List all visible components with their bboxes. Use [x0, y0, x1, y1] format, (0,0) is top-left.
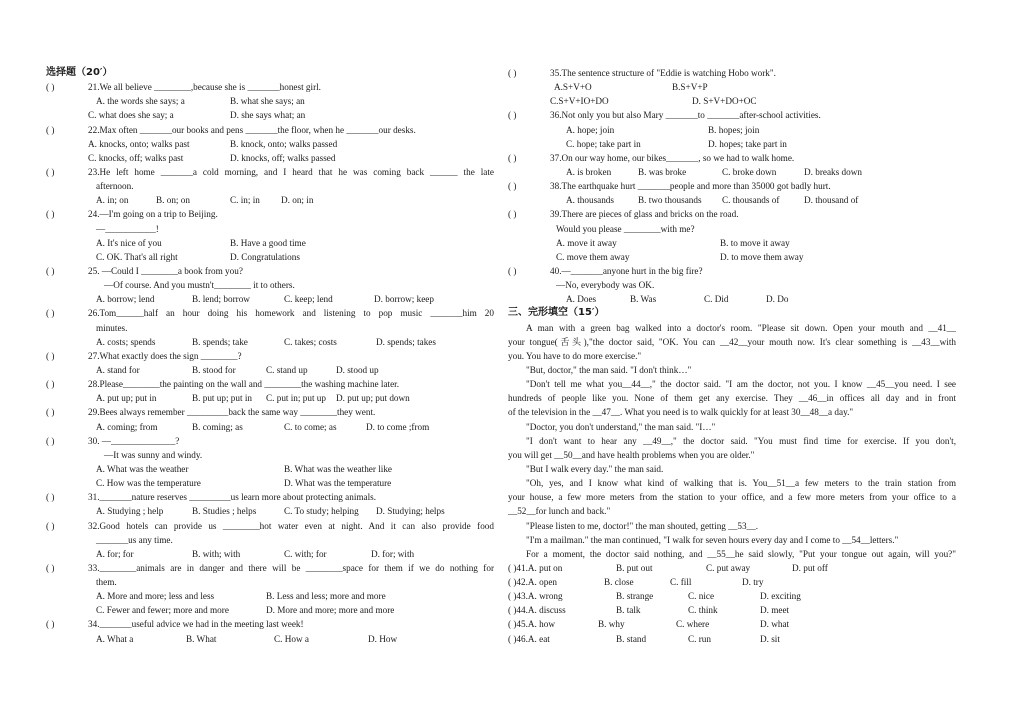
option-a: A. What was the weather	[96, 463, 189, 474]
option-b: B. with; with	[192, 548, 241, 559]
passage-line	[508, 547, 956, 561]
options-line	[508, 617, 956, 631]
option-d: D. to come ;from	[366, 421, 430, 432]
option-a: A.S+V+O	[554, 82, 592, 93]
option-a: A. move it away	[556, 237, 617, 248]
option-b: B. Have a good time	[230, 237, 306, 248]
option-c: C. To study; helping	[284, 506, 359, 517]
question-text: 23.He left home _______a cold morning, and I heard that he was coming back ______ the late	[88, 166, 494, 177]
answer-bracket: ( )	[508, 110, 517, 121]
passage-line	[508, 490, 956, 504]
passage-line	[508, 391, 956, 405]
option-c: C. fill	[670, 577, 692, 588]
text-line: —It was sunny and windy.	[104, 449, 203, 460]
option-a: ( )44.A. discuss	[508, 605, 566, 616]
option-b: B. put up; put in	[192, 393, 252, 404]
options-line	[46, 462, 494, 476]
option-c: C. thousands of	[722, 195, 780, 206]
option-a: A. borrow; lend	[96, 294, 155, 305]
option-a: ( )43.A. wrong	[508, 591, 563, 602]
right-column	[508, 66, 956, 646]
text-line: afternoon.	[96, 181, 134, 192]
passage-text: For a moment, the doctor said nothing, and __55__he said slowly, "Put your tongue out again, will you?"	[526, 548, 956, 559]
question-text: 39.There are pieces of glass and bricks on the road.	[550, 209, 739, 220]
option-a: C. what does she say; a	[88, 110, 174, 121]
option-d: D. breaks down	[804, 166, 862, 177]
option-a: C. hope; take part in	[566, 138, 641, 149]
text-line: "Doctor, you don't understand," the man said. "I…"	[526, 421, 716, 432]
option-b: B. two thousands	[638, 195, 702, 206]
options-line	[508, 632, 956, 646]
option-b: B. coming; as	[192, 421, 243, 432]
options-line	[46, 94, 494, 108]
option-a: A. What a	[96, 633, 134, 644]
option-a: A. Does	[566, 294, 597, 305]
option-a: A. Studying ; help	[96, 506, 164, 517]
options-line	[508, 561, 956, 575]
option-b: B. was broke	[638, 166, 687, 177]
question-text: 37.On our way home, our bikes_______, so we had to walk home.	[550, 152, 795, 163]
text-line: Would you please ________with me?	[556, 223, 695, 234]
option-b: D. What was the temperature	[284, 478, 392, 489]
question-line	[46, 617, 494, 631]
option-a: C. move them away	[556, 251, 630, 262]
answer-bracket: ( )	[508, 68, 517, 78]
option-b: B. What	[186, 633, 217, 644]
option-a: A. for; for	[96, 548, 134, 559]
options-line	[46, 504, 494, 518]
passage-line	[508, 335, 956, 349]
option-d: D. put up; put down	[336, 393, 410, 404]
passage-line	[508, 434, 956, 448]
option-c: C. Did	[704, 294, 729, 305]
question-text: 33.________animals are in danger and there will be ________space for them if we do nothing for	[88, 562, 494, 573]
answer-bracket: ( )	[46, 492, 55, 503]
options-line	[46, 236, 494, 250]
option-b: B. spends; take	[192, 336, 248, 347]
answer-bracket: ( )	[46, 166, 55, 177]
question-line	[46, 377, 494, 391]
options-line	[508, 575, 956, 589]
option-c: C. put in; put up	[266, 393, 326, 404]
option-d: D. Studying; helps	[376, 506, 445, 517]
text-line: you. You have to do more exercise."	[508, 350, 642, 361]
options-line	[508, 193, 956, 207]
options-line	[46, 151, 494, 165]
option-b: D. Congratulations	[230, 251, 300, 262]
question-text: 40.—_______anyone hurt in the big fire?	[550, 265, 703, 276]
option-b: B. talk	[616, 605, 641, 616]
question-text: 24.—I'm going on a trip to Beijing.	[88, 209, 218, 220]
option-c: C. How a	[274, 633, 309, 644]
option-b: B. strange	[616, 591, 654, 602]
option-a: ( )42.A. open	[508, 577, 557, 588]
option-c: C. broke down	[722, 166, 777, 177]
options-line	[508, 137, 956, 151]
question-text: 36.Not only you but also Mary _______to _______after-school activities.	[550, 110, 821, 121]
answer-bracket: ( )	[46, 619, 55, 630]
option-c: C. to come; as	[284, 421, 337, 432]
passage-text: "I don't want to hear any __49__," the doctor said. "You must find time for exercise. If you don't,	[526, 435, 956, 446]
option-c: C. where	[676, 619, 710, 630]
option-c: C. think	[688, 605, 718, 616]
text-line: "Please listen to me, doctor!" the man shouted, getting __53__.	[526, 520, 759, 531]
options-line	[46, 137, 494, 151]
text-line: _______us any time.	[96, 534, 173, 545]
option-c: C. run	[688, 633, 711, 644]
option-a: A. put up; put in	[96, 393, 157, 404]
option-d: D. try	[742, 577, 764, 588]
option-d: D. thousand of	[804, 195, 859, 206]
options-line	[508, 250, 956, 264]
option-d: D. sit	[760, 633, 780, 644]
options-line	[508, 123, 956, 137]
answer-bracket: ( )	[46, 82, 55, 93]
question-text: 25. —Could I ________a book from you?	[88, 265, 243, 276]
option-d: D. How	[368, 633, 398, 644]
answer-bracket: ( )	[46, 350, 55, 361]
option-a: A. coming; from	[96, 421, 158, 432]
option-d: D. spends; takes	[376, 336, 436, 347]
option-c: C. put away	[706, 562, 751, 573]
option-d: D. put off	[792, 562, 828, 573]
text-line: __52__for lunch and back."	[508, 506, 611, 517]
options-line	[46, 632, 494, 646]
answer-bracket: ( )	[46, 124, 55, 135]
question-line	[46, 434, 494, 448]
question-text: 30. —______________?	[88, 435, 180, 446]
passage-line	[508, 321, 956, 335]
text-line: "But I walk every day." the man said.	[526, 463, 664, 474]
option-b: D. to move them away	[720, 251, 804, 262]
options-line	[508, 94, 956, 108]
question-line	[46, 165, 494, 179]
question-line	[46, 490, 494, 504]
options-line	[46, 335, 494, 349]
option-a: C. knocks, off; walks past	[88, 152, 184, 163]
option-b: B. what she says; an	[230, 96, 305, 107]
option-b: B. stood for	[192, 364, 236, 375]
question-text: 34._______useful advice we had in the meeting last week!	[88, 619, 304, 630]
answer-bracket: ( )	[46, 520, 55, 531]
text-line: them.	[96, 577, 117, 588]
question-line	[46, 405, 494, 419]
question-text: 29.Bees always remember _________back the same way ________they went.	[88, 407, 376, 418]
options-line	[46, 420, 494, 434]
answer-bracket: ( )	[46, 379, 55, 390]
answer-bracket: ( )	[508, 265, 517, 276]
answer-bracket: ( )	[46, 265, 55, 276]
option-a: C. How was the temperature	[96, 478, 201, 489]
option-b: B. put out	[616, 562, 653, 573]
option-b: B.S+V+P	[672, 82, 708, 93]
option-d: D. Do	[766, 294, 789, 305]
option-a: A. More and more; less and less	[96, 591, 215, 602]
option-b: B. close	[604, 577, 634, 588]
option-b: B. Less and less; more and more	[266, 591, 386, 602]
passage-text: your tongue(舌头),"the doctor said, "OK. You can __42__your mouth now. It's clear something is __43__with	[508, 336, 956, 347]
question-line	[508, 179, 956, 193]
passage-line	[508, 377, 956, 391]
passage-text: A man with a green bag walked into a doctor's room. "Please sit down. Open your mouth and __41__	[526, 322, 956, 333]
question-text: 38.The earthquake hurt _______people and more than 35000 got badly hurt.	[550, 181, 831, 192]
option-d: D. borrow; keep	[374, 294, 434, 305]
option-a: C.S+V+IO+DO	[550, 96, 609, 107]
option-a: A. knocks, onto; walks past	[88, 138, 190, 149]
option-b: B. stand	[616, 633, 647, 644]
option-d: D. on; in	[281, 195, 314, 206]
question-line	[46, 123, 494, 137]
left-column	[46, 66, 494, 646]
options-line	[46, 193, 494, 207]
answer-bracket: ( )	[46, 562, 55, 573]
options-line	[508, 589, 956, 603]
answer-bracket: ( )	[508, 181, 517, 192]
answer-bracket: ( )	[46, 407, 55, 418]
passage-text: "Don't tell me what you__44__," the doctor said. "I am the doctor, not you. I know __45__you need. I see	[526, 379, 956, 390]
answer-bracket: ( )	[46, 209, 55, 220]
passage-text: "Oh, yes, and I know what kind of walking that is. You__51__a few meters to the train station from	[526, 478, 956, 489]
options-line	[46, 108, 494, 122]
question-line	[46, 519, 494, 533]
option-d: D. stood up	[336, 364, 379, 375]
options-line	[508, 292, 956, 306]
option-a: A. the words she says; a	[96, 96, 185, 107]
passage-text: your house, a few more meters from the station to your office, and a few more meters from your office to a	[508, 492, 956, 503]
options-line	[508, 80, 956, 94]
section-heading: 三、完形填空（15′）	[508, 307, 605, 319]
question-text: 31._______nature reserves _________us learn more about protecting animals.	[88, 492, 377, 503]
question-text: 26.Tom______half an hour doing his homework and listening to pop music _______him 20	[88, 308, 494, 319]
question-text: 22.Max often _______our books and pens _______the floor, when he _______our desks.	[88, 124, 416, 135]
option-a: C. Fewer and fewer; more and more	[96, 605, 229, 616]
option-c: C. keep; lend	[284, 294, 333, 305]
option-a: ( )45.A. how	[508, 619, 555, 630]
option-a: ( )41.A. put on	[508, 562, 563, 573]
question-line	[508, 151, 956, 165]
answer-bracket: ( )	[46, 308, 55, 319]
options-line	[46, 589, 494, 603]
option-d: D. what	[760, 619, 790, 630]
option-a: A. thousands	[566, 195, 614, 206]
question-line	[46, 561, 494, 575]
option-b: D. S+V+DO+OC	[692, 96, 757, 107]
question-text: 27.What exactly does the sign ________?	[88, 350, 242, 361]
option-b: B. to move it away	[720, 237, 790, 248]
section-heading: 选择题（20′）	[46, 67, 113, 78]
question-line	[508, 207, 956, 221]
options-line	[46, 363, 494, 377]
option-a: A. stand for	[96, 364, 140, 375]
option-c: C. stand up	[266, 364, 308, 375]
question-text: 21.We all believe ________,because she is _______honest girl.	[88, 82, 321, 93]
option-b: B. Was	[630, 294, 657, 305]
option-b: B. knock, onto; walks passed	[230, 138, 338, 149]
option-a: ( )46.A. eat	[508, 633, 550, 644]
text-line: of the television in the __47__. What you need is to walk quickly for at least 30__48__a day."	[508, 407, 854, 418]
option-a: A. costs; spends	[96, 336, 156, 347]
question-text: 32.Good hotels can provide us ________hot water even at night. And it can also provide food	[88, 520, 494, 531]
options-line	[508, 236, 956, 250]
option-a: A. It's nice of you	[96, 237, 162, 248]
option-d: D. exciting	[760, 591, 801, 602]
text-line: —Of course. And you mustn't________ it to others.	[104, 280, 295, 291]
question-line	[508, 108, 956, 122]
options-line	[46, 476, 494, 490]
question-text: 28.Please________the painting on the wall and ________the washing machine later.	[88, 379, 400, 390]
option-b: B. on; on	[156, 195, 190, 206]
options-line	[508, 603, 956, 617]
text-line: "I'm a mailman." the man continued, "I walk for seven hours every day and I come to __54__letters."	[526, 534, 899, 545]
text-line: "But, doctor," the man said. "I don't think…"	[526, 364, 692, 375]
option-a: A. hope; join	[566, 124, 615, 135]
text-line: —___________!	[96, 223, 159, 234]
question-line	[46, 207, 494, 221]
answer-bracket: ( )	[508, 209, 517, 220]
option-b: D. hopes; take part in	[708, 138, 787, 149]
options-line	[46, 292, 494, 306]
answer-bracket: ( )	[508, 152, 517, 163]
options-line	[508, 165, 956, 179]
options-line	[46, 391, 494, 405]
text-line: you will get __50__and have health problems when you are older."	[508, 449, 755, 460]
option-b: B. hopes; join	[708, 124, 760, 135]
option-b: D. knocks, off; walks passed	[230, 152, 336, 163]
option-d: D. meet	[760, 605, 790, 616]
question-line	[46, 80, 494, 94]
option-c: C. with; for	[284, 548, 327, 559]
options-line	[46, 603, 494, 617]
question-line	[46, 349, 494, 363]
passage-text: hundreds of people like you. None of them get any exercise. They __46__in offices all day and in front	[508, 393, 956, 404]
option-d: D. for; with	[371, 548, 415, 559]
options-line	[46, 547, 494, 561]
option-c: C. nice	[688, 591, 715, 602]
option-c: C. in; in	[230, 195, 260, 206]
option-c: C. takes; costs	[284, 336, 337, 347]
passage-line	[508, 476, 956, 490]
option-b: B. why	[598, 619, 625, 630]
option-a: A. in; on	[96, 195, 129, 206]
option-b: B. What was the weather like	[284, 463, 393, 474]
option-b: D. she says what; an	[230, 110, 306, 121]
text-line: —No, everybody was OK.	[556, 280, 655, 291]
option-b: B. Studies ; helps	[192, 506, 257, 517]
question-line	[46, 306, 494, 320]
question-line	[508, 264, 956, 278]
options-line	[46, 250, 494, 264]
question-text: 35.The sentence structure of "Eddie is watching Hobo work".	[550, 68, 776, 78]
question-line	[46, 264, 494, 278]
answer-bracket: ( )	[46, 435, 55, 446]
option-a: C. OK. That's all right	[96, 251, 178, 262]
question-line	[508, 66, 956, 80]
option-a: A. is broken	[566, 166, 612, 177]
option-b: B. lend; borrow	[192, 294, 250, 305]
text-line: minutes.	[96, 322, 128, 333]
option-b: D. More and more; more and more	[266, 605, 395, 616]
